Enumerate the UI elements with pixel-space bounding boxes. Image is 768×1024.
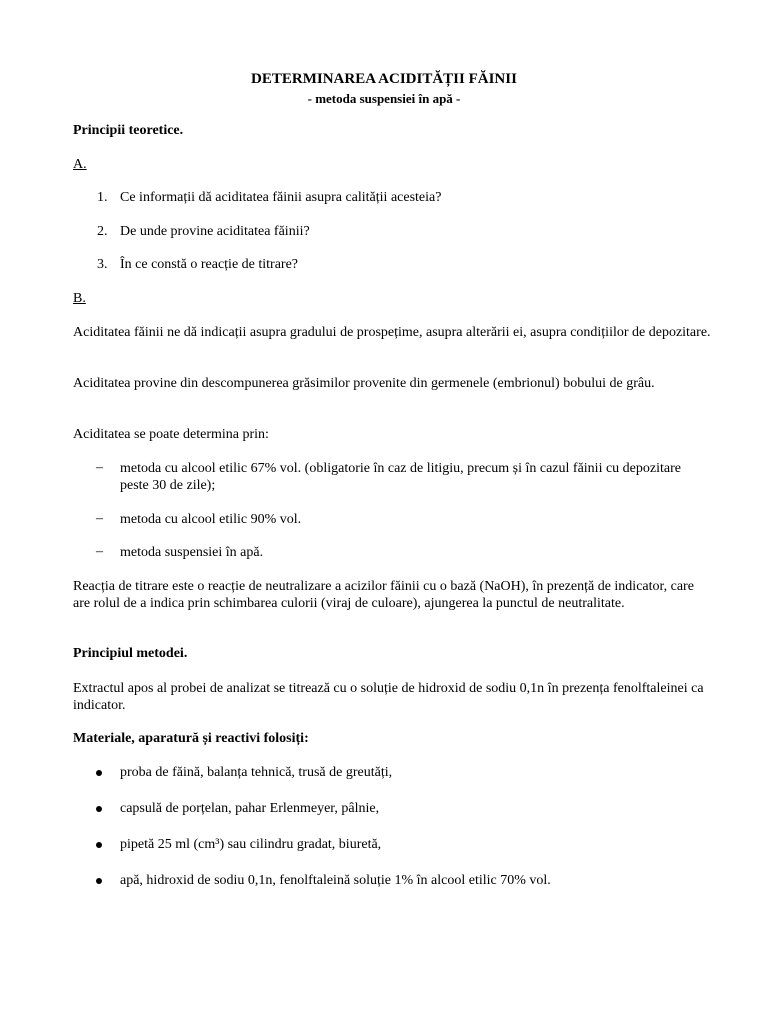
section-heading-method-principle: Principiul metodei. (73, 646, 188, 661)
paragraph-freshness: Aciditatea făinii ne dă indicații asupra gradului de prospețime, asupra alterării ei, asupra condițiilor de depozitare. (73, 325, 711, 340)
method-text: metoda cu alcool etilic 67% vol. (obligatorie în caz de litigiu, precum și în cazul făinii cu depozitare peste 30 de zile); (120, 461, 681, 493)
dash-marker: – (96, 544, 103, 559)
list-item (0, 460, 768, 494)
bullet-icon (96, 878, 102, 884)
section-heading-principles: Principii teoretice. (73, 123, 184, 138)
list-item (0, 190, 768, 206)
list-item (0, 873, 768, 890)
method-text: metoda cu alcool etilic 90% vol. (120, 512, 302, 527)
list-item (0, 224, 768, 240)
bullet-icon (96, 770, 102, 776)
dash-marker: – (96, 460, 103, 475)
list-item (0, 544, 768, 561)
section-heading-materials: Materiale, aparatură și reactivi folosiți: (73, 731, 309, 746)
question-text: În ce constă o reacție de titrare? (120, 257, 299, 272)
question-number: 2. (97, 224, 108, 239)
list-item (0, 765, 768, 782)
paragraph-titration: Reacția de titrare este o reacție de neutralizare a acizilor făinii cu o bază (NaOH), în prezență de indicator, care are rolul de a indica prin schimbarea culorii (viraj de culoare), ajungerea la punctul de neutralitate. (73, 579, 694, 611)
part-b-label: B. (73, 291, 86, 306)
bullet-icon (96, 842, 102, 848)
part-a-label: A. (73, 157, 87, 172)
page-subtitle: - metoda suspensiei în apă - (307, 91, 461, 106)
list-item (0, 257, 768, 273)
list-item (0, 511, 768, 528)
paragraph-methods-intro: Aciditatea se poate determina prin: (73, 427, 269, 442)
question-text: De unde provine aciditatea făinii? (120, 224, 310, 239)
list-item (0, 837, 768, 854)
dash-marker: – (96, 511, 103, 526)
list-item (0, 801, 768, 818)
material-text: proba de făină, balanța tehnică, trusă de greutăți, (120, 765, 393, 780)
paragraph-method: Extractul apos al probei de analizat se titrează cu o soluție de hidroxid de sodiu 0,1n în prezența fenolftaleinei ca indicator. (73, 681, 704, 713)
material-text: pipetă 25 ml (cm³) sau cilindru gradat, biuretă, (120, 837, 382, 852)
question-number: 3. (97, 257, 108, 272)
page-title: DETERMINAREA ACIDITĂȚII FĂINII (251, 71, 517, 87)
question-number: 1. (97, 190, 108, 205)
material-text: apă, hidroxid de sodiu 0,1n, fenolftaleină soluție 1% în alcool etilic 70% vol. (120, 873, 551, 888)
method-text: metoda suspensiei în apă. (120, 545, 264, 560)
paragraph-origin: Aciditatea provine din descompunerea grăsimilor provenite din germenele (embrionul) bobului de grâu. (73, 376, 655, 391)
material-text: capsulă de porțelan, pahar Erlenmeyer, pâlnie, (120, 801, 380, 816)
question-text: Ce informații dă aciditatea făinii asupra calității acesteia? (120, 190, 442, 205)
bullet-icon (96, 806, 102, 812)
